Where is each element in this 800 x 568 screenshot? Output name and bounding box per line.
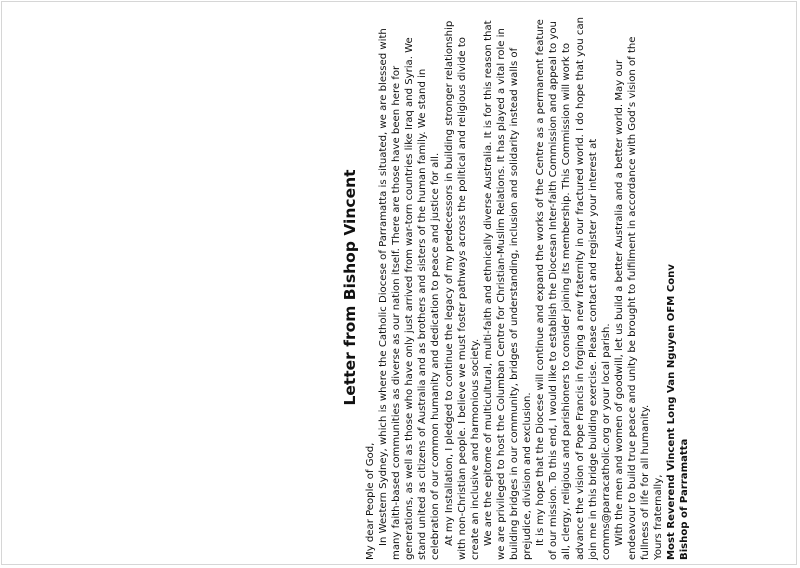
signature-name: Most Reverend Vincent Long Van Nguyen OFM Conv	[666, 264, 678, 560]
paragraph-goodwill: With the men and women of goodwill, let us build a better Australia and a better world. May our endeavour to build true peace and unity be brought to fulfilment in accordance with God’s vision of the fullness of life for all humanity.	[613, 36, 651, 560]
letter-title: Letter from Bishop Vincent	[341, 169, 359, 406]
salutation: My dear People of God,	[365, 442, 376, 560]
paragraph-installation: At my Installation, I pledged to continue the legacy of my predecessors in building stronger relationship with non-Christian people. I believe we must foster pathways across the political and religious divide to create an inclusive and harmonious society.	[443, 20, 481, 560]
letter-body	[364, 15, 691, 560]
closing: Yours fraternally,	[653, 474, 665, 560]
paragraph-columban-centre: We are the epitome of multicultural, multi-faith and ethnically diverse Australia. It is for this reason that we are privileged to host the Columban Centre for Christian-Muslim Relations. It has played a vital role in building bridges in our community, bridges of understanding, inclusion and solidarity instead walls of prejudice, division and exclusion.	[482, 20, 534, 560]
signature-title: Bishop of Parramatta	[679, 438, 691, 560]
letter-page	[340, 15, 770, 560]
paragraph-interfaith-commission: It is my hope that the Diocese will continue and expand the works of the Centre as a permanent feature of our mission. To this end, I would like to establish the Diocesan Inter-faith Commission and appeal to you all, clergy, religious and parishioners to consider joining its membership. This Commission will work to advance the vision of Pope Francis in forging a new fraternity in our fractured world. I do hope that you can join me in this bridge building exercise. Please contact and register your interest at comms@parracatholic.org or your local parish.	[535, 16, 612, 560]
paragraph-diverse-communities: In Western Sydney, which is where the Catholic Diocese of Parramatta is situated, we are blessed with many faith-based communities as diverse as our nation itself. There are those have been here for generations, as well as those who have only just arrived from war-torn countries like Iraq and Syria. We stand united as citizens of Australia and as brothers and sisters of the human family. We stand in celebration of our common humanity and dedication to peace and justice for all.	[378, 28, 442, 560]
